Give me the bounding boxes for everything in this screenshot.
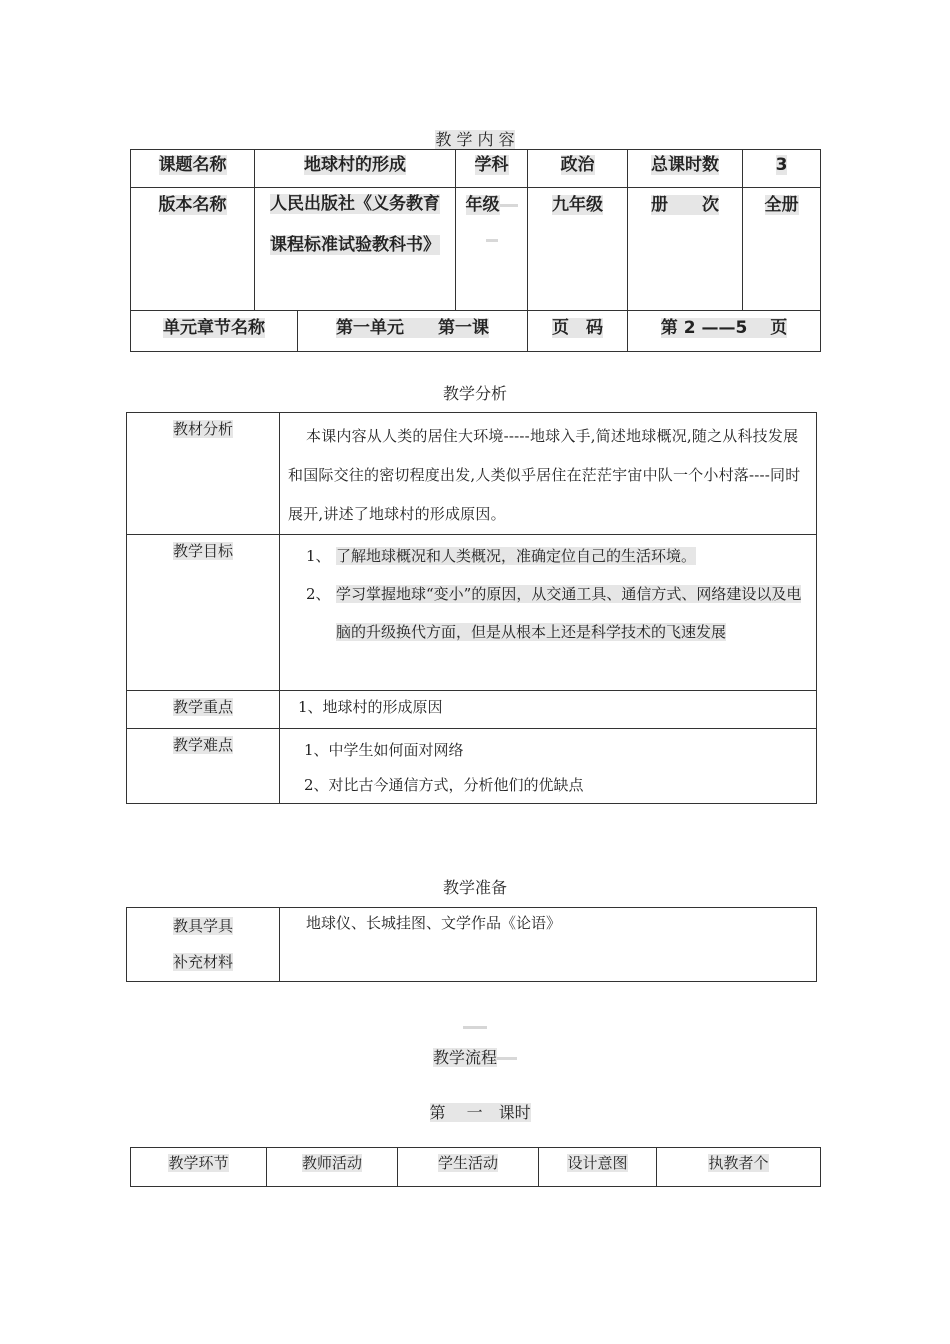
prep-heading: 教学准备 (442, 878, 507, 897)
analysis-heading: 教学分析 (442, 384, 507, 403)
unit-label: 单元章节名称 (131, 311, 298, 352)
flow-col-header: 执教者个 (657, 1148, 821, 1187)
subject-label: 学科 (456, 150, 528, 188)
total-hours-label: 总课时数 (628, 150, 743, 188)
difficulty-item: 1、中学生如何面对网络 (304, 741, 464, 759)
content-heading: 教 学 内 容 (435, 130, 515, 149)
goals (280, 535, 817, 691)
prep-tools: 地球仪、长城挂图、文学作品《论语》 (280, 908, 817, 982)
volume-label: 册 次 (628, 188, 743, 311)
edition: 人民出版社《义务教育课程标准试验教科书》 (255, 188, 456, 311)
grade: 九年级 (528, 188, 628, 311)
course-info-table (130, 149, 821, 352)
difficulty-item: 2、对比古今通信方式，分析他们的优缺点 (304, 776, 584, 794)
flow-col-header: 教师活动 (267, 1148, 398, 1187)
flow-heading: 教学流程 (0, 1045, 950, 1068)
flow-table (130, 1147, 821, 1187)
pages: 第 2 ——5 页 (628, 311, 821, 352)
course-name-label: 课题名称 (131, 150, 255, 188)
goals-label: 教学目标 (127, 535, 280, 691)
flow-col-header: 学生活动 (398, 1148, 539, 1187)
unit: 第一单元 第一课 (298, 311, 528, 352)
edit-mark (500, 204, 518, 207)
material-label: 教材分析 (127, 413, 280, 535)
lesson-title: 第 一 课时 (429, 1103, 531, 1122)
goal-item: 1、 了解地球概况和人类概况，准确定位自己的生活环境。 (306, 547, 697, 565)
edit-mark (463, 1026, 487, 1029)
subject: 政治 (528, 150, 628, 188)
volume: 全册 (743, 188, 821, 311)
goal-item: 2、 学习掌握地球“变小”的原因，从交通工具、通信方式、网络建设以及电脑的升级换代方面，但是从根本上还是科学技术的飞速发展 (306, 585, 802, 641)
course-name: 地球村的形成 (255, 150, 456, 188)
difficulty-label: 教学难点 (127, 729, 280, 804)
prep-labels: 教具学具 补充材料 (127, 908, 280, 982)
difficulties (280, 729, 817, 804)
flow-col-header: 设计意图 (539, 1148, 657, 1187)
material-text: 本课内容从人类的居住大环境-----地球入手,简述地球概况,随之从科技发展和国际交往的密切程度出发,人类似乎居住在茫茫宇宙中队一个小村落----同时展开,讲述了地球村的形成原因。 (280, 413, 817, 535)
edition-label: 版本名称 (131, 188, 255, 311)
page-label: 页 码 (528, 311, 628, 352)
edit-mark (486, 239, 498, 242)
key-label: 教学重点 (127, 691, 280, 729)
flow-col-header: 教学环节 (131, 1148, 267, 1187)
grade-label: 年级 (456, 188, 528, 311)
prep-table (126, 907, 817, 982)
total-hours: 3 (743, 150, 821, 188)
analysis-table (126, 412, 817, 804)
edit-mark (497, 1057, 517, 1060)
key-point: 1、地球村的形成原因 (280, 691, 817, 729)
